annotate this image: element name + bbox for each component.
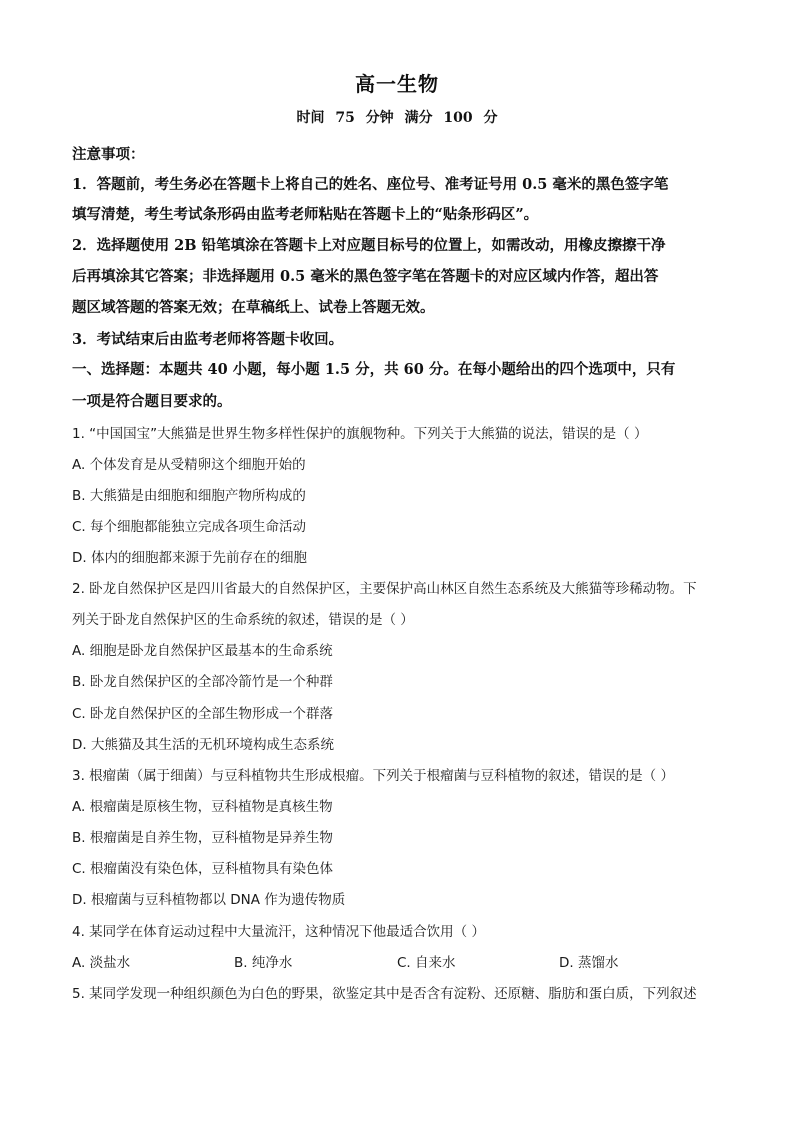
exam-time-score: 时间 75 分钟 满分 100 分: [296, 110, 498, 126]
notes-heading: 注意事项：: [72, 146, 145, 163]
question-4-option-c: C. 自来水: [397, 955, 456, 971]
question-4-stem: 4. 某同学在体育运动过程中大量流汗，这种情况下他最适合饮用（ ）: [72, 924, 485, 940]
question-3-option-c: C. 根瘤菌没有染色体，豆科植物具有染色体: [72, 861, 334, 877]
question-3-option-d: D. 根瘤菌与豆科植物都以 DNA 作为遗传物质: [72, 892, 346, 908]
question-1-option-a: A. 个体发育是从受精卵这个细胞开始的: [72, 457, 306, 473]
question-2-option-c: C. 卧龙自然保护区的全部生物形成一个群落: [72, 706, 334, 722]
question-3-option-b: B. 根瘤菌是自养生物，豆科植物是异养生物: [72, 830, 333, 846]
question-1-option-c: C. 每个细胞都能独立完成各项生命活动: [72, 519, 307, 535]
page-title: 高一生物: [355, 72, 439, 96]
question-4-option-a: A. 淡盐水: [72, 955, 131, 971]
question-5-stem: 5. 某同学发现一种组织颜色为白色的野果，欲鉴定其中是否含有淀粉、还原糖、脂肪和蛋白质，下列叙述: [72, 986, 697, 1002]
question-3-stem: 3. 根瘤菌（属于细菌）与豆科植物共生形成根瘤。下列关于根瘤菌与豆科植物的叙述，错误的是（ ）: [72, 768, 674, 784]
question-1-option-d: D. 体内的细胞都来源于先前存在的细胞: [72, 550, 307, 566]
note-line: 填写清楚，考生考试条形码由监考老师粘贴在答题卡上的“贴条形码区”。: [72, 206, 539, 223]
section-instructions: 一项是符合题目要求的。: [72, 393, 232, 410]
note-line: 后再填涂其它答案；非选择题用 0.5 毫米的黑色签字笔在答题卡的对应区域内作答，超出答: [72, 268, 659, 285]
question-2-option-b: B. 卧龙自然保护区的全部冷箭竹是一个种群: [72, 674, 333, 690]
section-instructions: 一、选择题：本题共 40 小题，每小题 1.5 分，共 60 分。在每小题给出的四个选项中，只有: [72, 361, 676, 378]
note-line: 3．考试结束后由监考老师将答题卡收回。: [72, 331, 344, 348]
question-2-option-a: A. 细胞是卧龙自然保护区最基本的生命系统: [72, 643, 333, 659]
question-2-stem: 2. 卧龙自然保护区是四川省最大的自然保护区，主要保护高山林区自然生态系统及大熊猫等珍稀动物。下: [72, 581, 697, 597]
note-line: 2．选择题使用 2B 铅笔填涂在答题卡上对应题目标号的位置上，如需改动，用橡皮擦擦干净: [72, 237, 666, 254]
note-line: 题区域答题的答案无效；在草稿纸上、试卷上答题无效。: [72, 299, 435, 316]
question-4-option-b: B. 纯净水: [234, 955, 293, 971]
note-line: 1．答题前，考生务必在答题卡上将自己的姓名、座位号、准考证号用 0.5 毫米的黑色签字笔: [72, 176, 669, 193]
question-1-option-b: B. 大熊猫是由细胞和细胞产物所构成的: [72, 488, 306, 504]
question-3-option-a: A. 根瘤菌是原核生物，豆科植物是真核生物: [72, 799, 333, 815]
question-4-option-d: D. 蒸馏水: [559, 955, 619, 971]
question-2-stem: 列关于卧龙自然保护区的生命系统的叙述，错误的是（ ）: [72, 612, 414, 628]
question-1-stem: 1. “中国国宝”大熊猫是世界生物多样性保护的旗舰物种。下列关于大熊猫的说法，错误的是（ ）: [72, 426, 648, 442]
question-2-option-d: D. 大熊猫及其生活的无机环境构成生态系统: [72, 737, 334, 753]
